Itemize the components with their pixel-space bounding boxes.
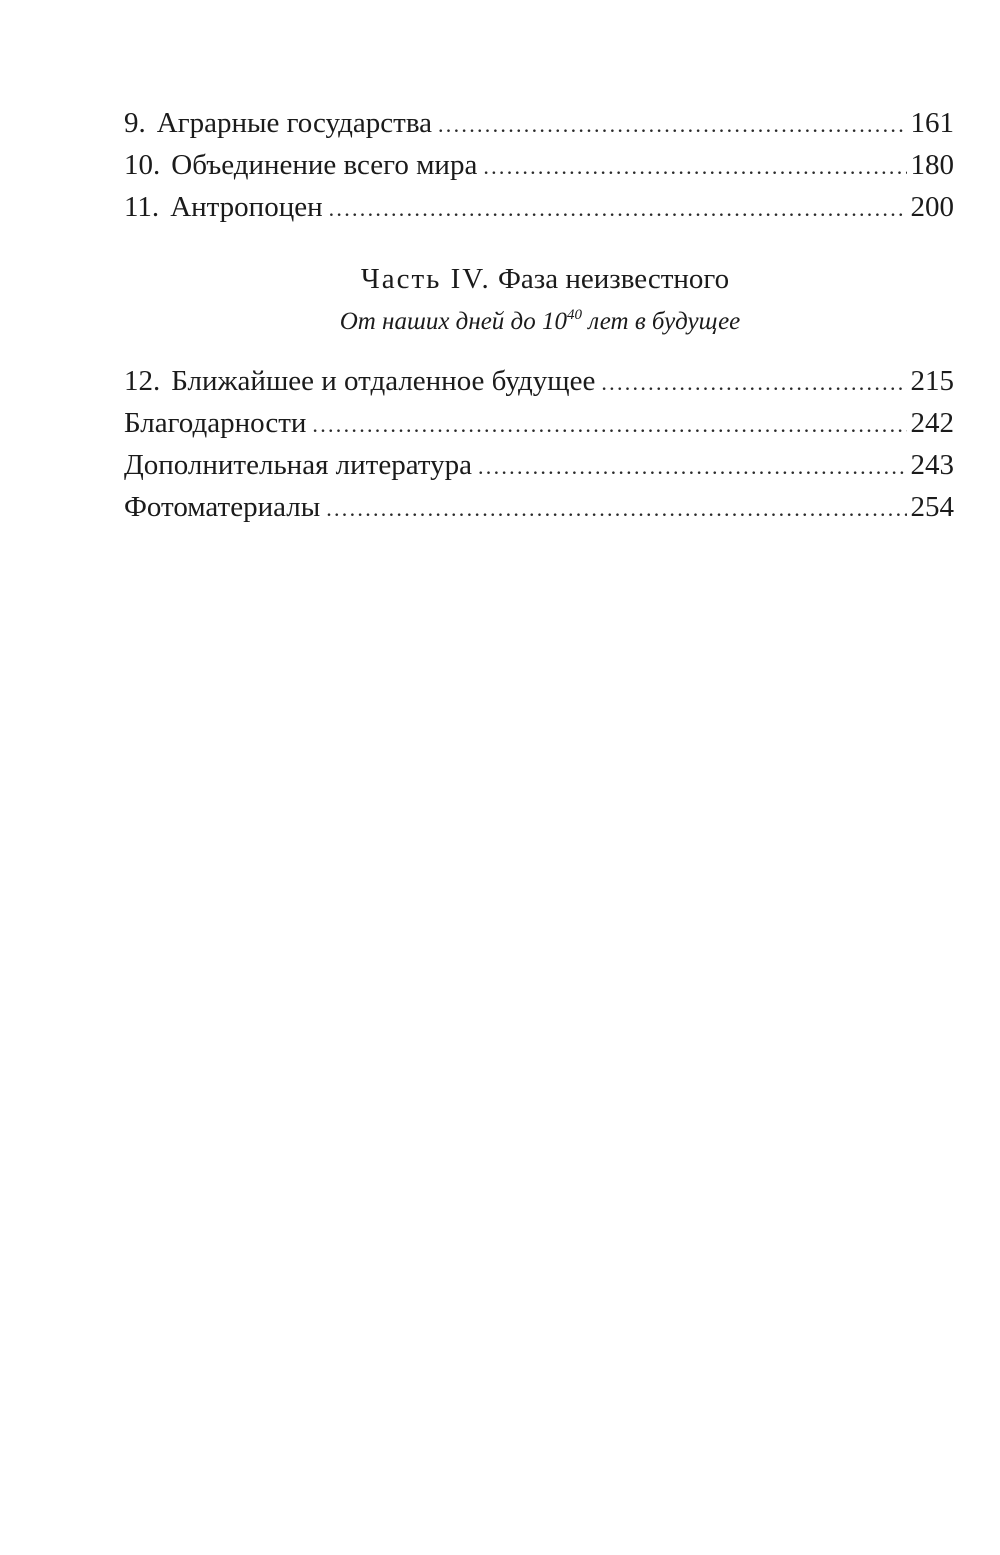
entry-number: 10. [124, 149, 161, 181]
toc-entry-10 [124, 144, 954, 186]
entry-title: Ближайшее и отдаленное будущее [171, 365, 596, 397]
part-subtitle-exponent: 40 [566, 307, 582, 323]
toc-entry-12 [124, 360, 954, 402]
dot-leader [601, 362, 906, 404]
entry-title: Объединение всего мира [171, 149, 478, 181]
entry-title: Дополнительная литература [124, 449, 472, 481]
entry-number: 12. [124, 365, 161, 397]
entry-title: Аграрные государства [156, 107, 432, 139]
entry-number: 9. [124, 107, 146, 139]
toc-entry-further-reading [124, 444, 954, 486]
entry-number: 11. [124, 191, 160, 223]
entry-title: Благодарности [124, 407, 307, 439]
dot-leader [483, 146, 906, 188]
toc-entry-11 [124, 186, 954, 228]
toc-entry-acknowledgements [124, 402, 954, 444]
entry-page-number: 215 [910, 365, 954, 397]
entry-title: Фотоматериалы [124, 491, 321, 523]
part-subtitle-text: От наших дней до 10 [339, 308, 567, 335]
entry-page-number: 254 [910, 491, 954, 523]
entry-page-number: 161 [910, 107, 954, 139]
entry-page-number: 243 [910, 449, 954, 481]
toc-entry-photo-materials [124, 486, 954, 528]
part-heading [0, 258, 1000, 300]
dot-leader [438, 104, 907, 146]
entry-page-number: 200 [910, 191, 954, 223]
entry-title: Антропоцен [170, 191, 323, 223]
part-subtitle [0, 302, 1000, 342]
part-label: Часть IV. [360, 263, 491, 295]
entry-page-number: 242 [910, 407, 954, 439]
dot-leader [312, 404, 906, 446]
dot-leader [326, 488, 906, 530]
part-subtitle-text-end: лет в будущее [581, 308, 741, 335]
part-title: Фаза неизвестного [498, 263, 730, 295]
entry-page-number: 180 [910, 149, 954, 181]
dot-leader [329, 188, 907, 230]
dot-leader [478, 446, 907, 488]
toc-entry-9 [124, 102, 954, 144]
